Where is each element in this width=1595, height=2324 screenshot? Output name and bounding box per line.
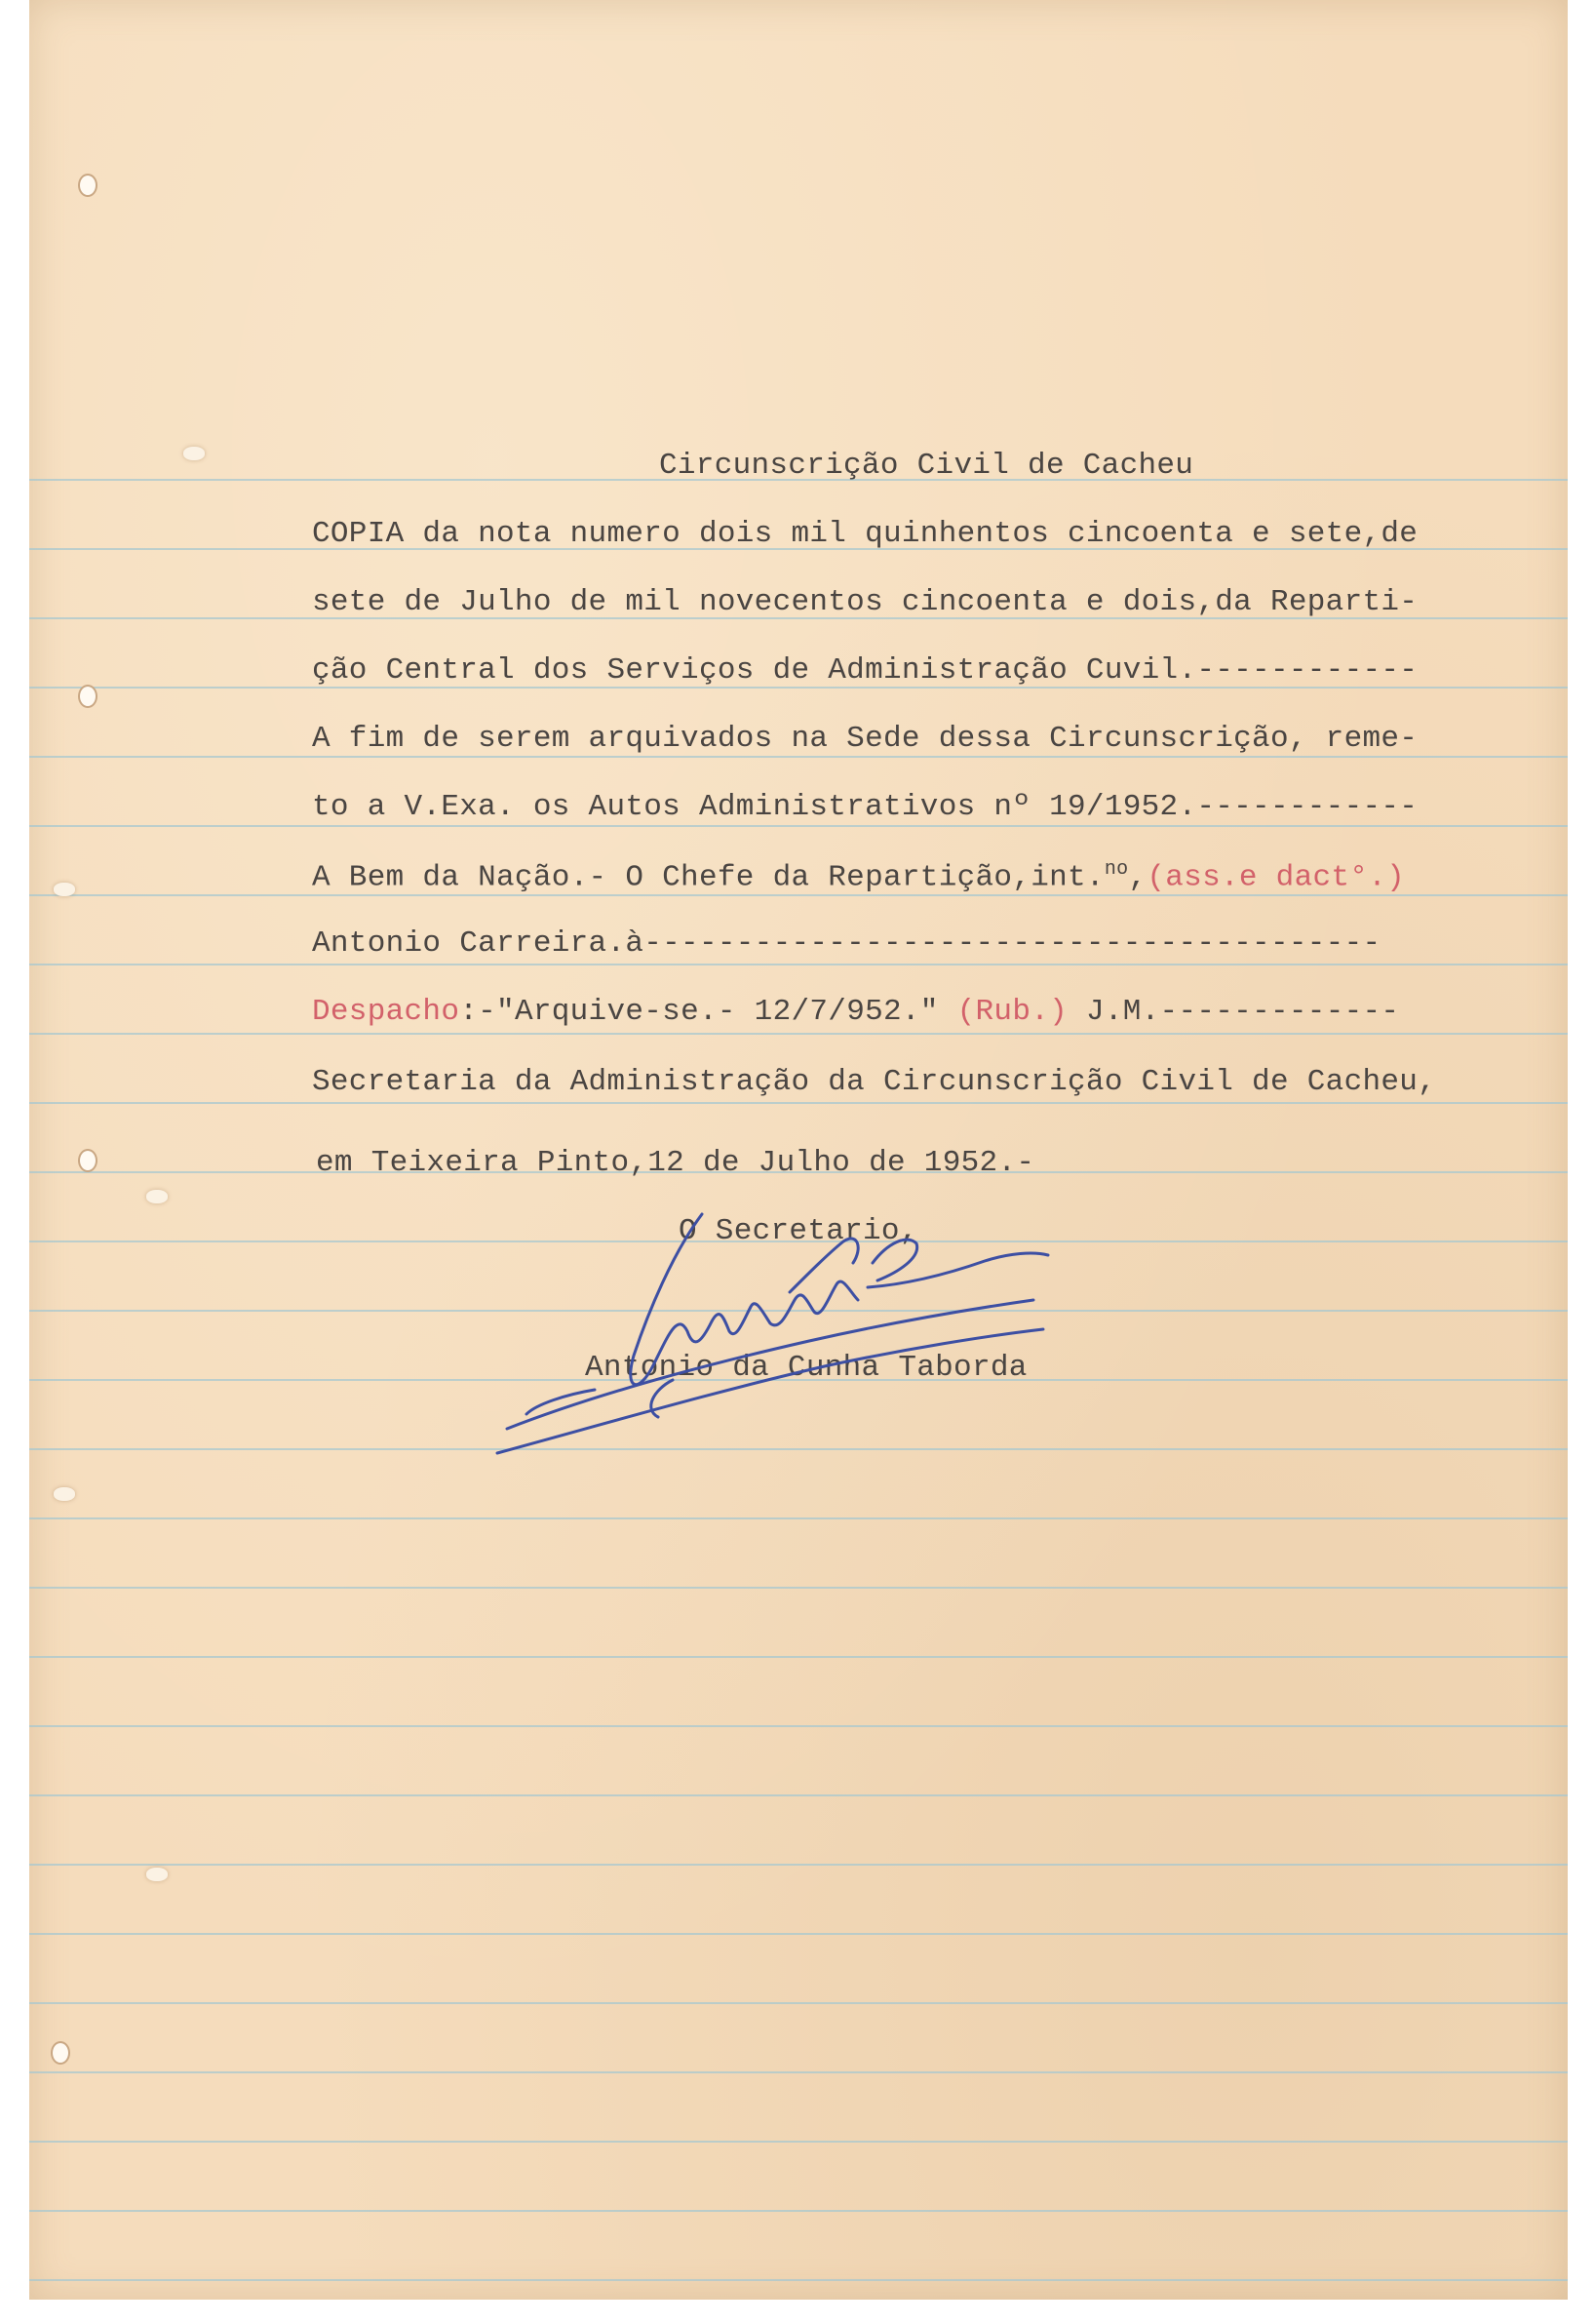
paper-tear xyxy=(54,1487,75,1501)
text-line: sete de Julho de mil novecentos cincoenta e dois,da Reparti- xyxy=(312,585,1419,619)
superscript-no: no xyxy=(1104,858,1129,881)
text-line: ção Central dos Serviços de Administração Cuvil.------------ xyxy=(312,653,1419,688)
text-line: COPIA da nota numero dois mil quinhentos cincoenta e sete,de xyxy=(312,517,1419,551)
document-heading: Circunscrição Civil de Cacheu xyxy=(659,449,1194,483)
annotation-ass-dact: (ass.e dact°.) xyxy=(1147,860,1406,895)
text-line: A fim de serem arquivados na Sede dessa Circunscrição, reme- xyxy=(312,722,1419,756)
signatory-name: Antonio da Cunha Taborda xyxy=(585,1351,1028,1385)
punch-hole xyxy=(78,685,97,708)
paper-tear xyxy=(183,447,205,460)
despacho-label: Despacho xyxy=(312,995,460,1029)
comma: , xyxy=(1128,860,1148,895)
handwritten-signature xyxy=(478,1195,1063,1468)
closing-secretario: O Secretario, xyxy=(679,1214,918,1248)
punch-hole xyxy=(78,174,97,197)
bem-da-nacao-line xyxy=(312,858,1405,894)
text-line: to a V.Exa. os Autos Administrativos nº 19/1952.------------ xyxy=(312,790,1419,824)
paper-tear xyxy=(146,1190,168,1203)
paper-tear xyxy=(54,883,75,896)
despacho-initials: J.M.------------- xyxy=(1068,995,1400,1029)
signer-line: Antonio Carreira.à---------------------------------------- xyxy=(312,926,1381,961)
bem-text: A Bem da Nação.- O Chefe da Repartição,int. xyxy=(312,860,1105,895)
despacho-text: :-"Arquive-se.- 12/7/952." xyxy=(459,995,957,1029)
secretaria-line: Secretaria da Administração da Circunscrição Civil de Cacheu, xyxy=(312,1065,1437,1099)
despacho-line xyxy=(312,995,1399,1029)
paper-tear xyxy=(146,1868,168,1881)
rub-annotation: (Rub.) xyxy=(956,995,1069,1029)
date-line: em Teixeira Pinto,12 de Julho de 1952.- xyxy=(316,1146,1035,1180)
punch-hole xyxy=(78,1149,97,1172)
punch-hole xyxy=(51,2041,70,2065)
